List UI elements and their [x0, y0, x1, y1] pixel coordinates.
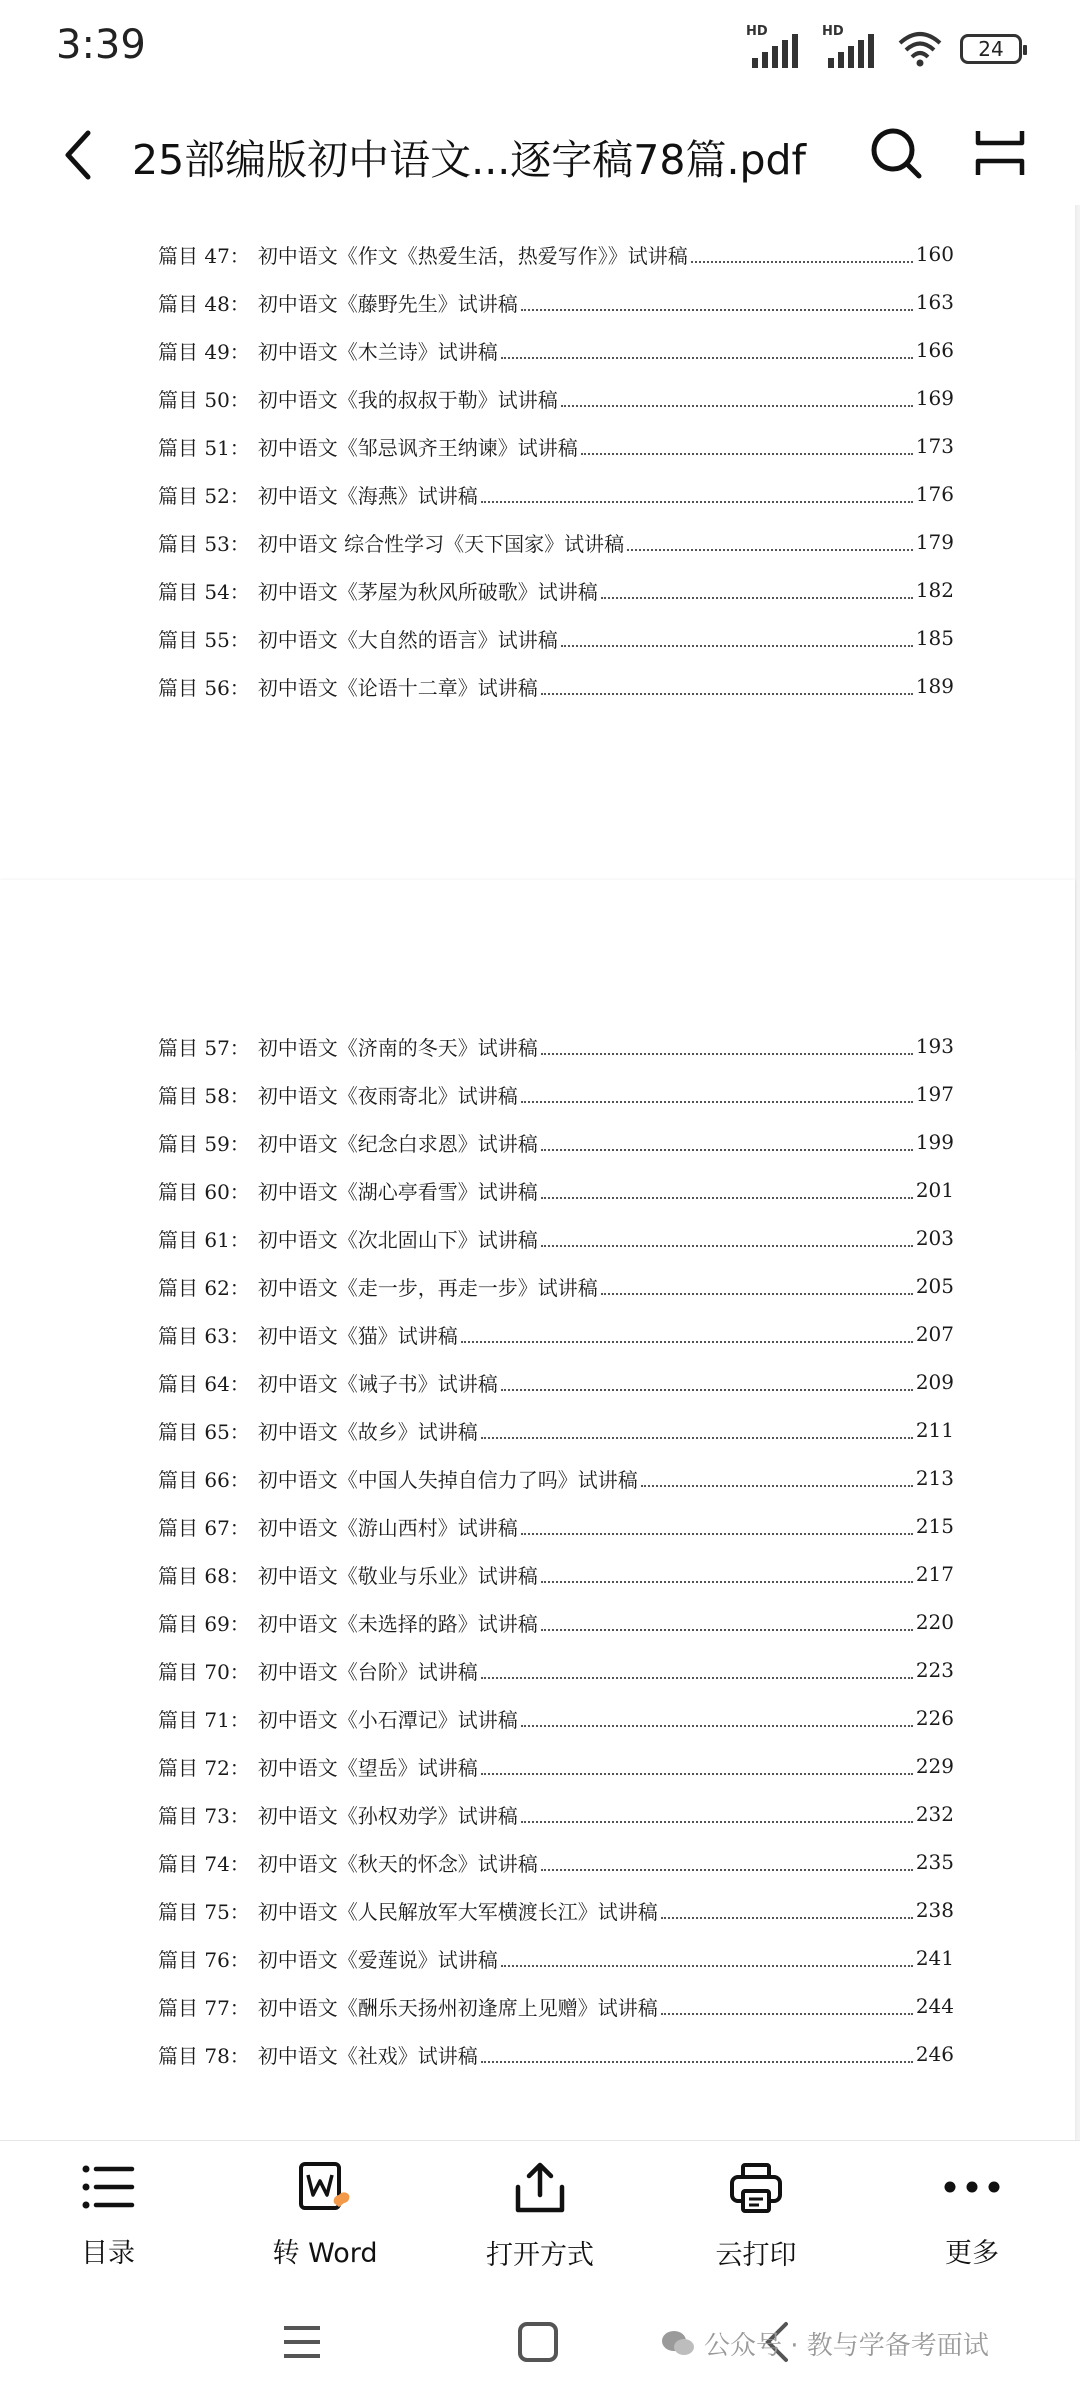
signal-hd-label: HD: [822, 24, 844, 39]
toc-entry-page: 207: [915, 1322, 954, 1346]
toc-entry-page: 173: [915, 434, 954, 458]
toc-entry-title: 初中语文《中国人失掉自信力了吗》试讲稿: [257, 1467, 638, 1492]
toc-entry-page: 246: [915, 2042, 954, 2066]
toc-leader-dots: [641, 1475, 913, 1487]
toc-row[interactable]: [158, 1794, 954, 1834]
toc-row[interactable]: [158, 1170, 954, 1210]
toc-entry-title: 初中语文《游山西村》试讲稿: [257, 1515, 518, 1540]
toc-row[interactable]: [158, 618, 954, 658]
toc-leader-dots: [661, 1907, 913, 1919]
toc-leader-dots: [521, 299, 913, 311]
toc-entry-title: 初中语文《纪念白求恩》试讲稿: [257, 1131, 538, 1156]
printer-icon: [726, 2161, 786, 2215]
toc-entry-number: 篇目 60：: [158, 1179, 250, 1204]
menu-nav-icon[interactable]: [280, 2320, 324, 2364]
toc-entry-page: 201: [915, 1178, 954, 1202]
toc-row[interactable]: [158, 570, 954, 610]
toc-entry-page: 220: [915, 1610, 954, 1634]
title-bar: [0, 105, 1080, 205]
toc-entry-number: 篇目 76：: [158, 1947, 250, 1972]
status-bar: [0, 0, 1080, 105]
toc-row[interactable]: [158, 2034, 954, 2074]
toc-entry-number: 篇目 55：: [158, 627, 250, 652]
toc-entry-page: 189: [915, 674, 954, 698]
toc-leader-dots: [541, 1235, 913, 1247]
toc-leader-dots: [541, 1571, 913, 1583]
toc-row[interactable]: [158, 378, 954, 418]
toc-entry-title: 初中语文《海燕》试讲稿: [257, 483, 478, 508]
watermark: [660, 2325, 989, 2362]
toc-leader-dots: [481, 1667, 913, 1679]
toc-entry-page: 229: [915, 1754, 954, 1778]
toc-entry-page: 213: [915, 1466, 954, 1490]
toc-row[interactable]: [158, 1842, 954, 1882]
open-with-button[interactable]: [460, 2161, 620, 2272]
toc-leader-dots: [541, 683, 913, 695]
toc-entry-page: 226: [915, 1706, 954, 1730]
toc-entry-title: 初中语文 综合性学习《天下国家》试讲稿: [257, 531, 625, 556]
toc-leader-dots: [521, 1523, 913, 1535]
more-button-label: 更多: [945, 2238, 999, 2269]
toc-entry-title: 初中语文《酬乐天扬州初逢席上见赠》试讲稿: [257, 1995, 658, 2020]
toc-entry-page: 169: [915, 386, 954, 410]
toc-entry-page: 241: [915, 1946, 954, 1970]
toc-entry-page: 182: [915, 578, 954, 602]
wechat-icon: [660, 2329, 696, 2359]
toc-entry-title: 初中语文《台阶》试讲稿: [257, 1659, 478, 1684]
signal-icon: [746, 24, 804, 68]
toc-entry-page: 176: [915, 482, 954, 506]
toc-entry-page: 185: [915, 626, 954, 650]
toc-leader-dots: [661, 2003, 913, 2015]
toc-entry-page: 215: [915, 1514, 954, 1538]
toc-leader-dots: [521, 1715, 913, 1727]
toc-entry-title: 初中语文《我的叔叔于勒》试讲稿: [257, 387, 558, 412]
toc-entry-number: 篇目 73：: [158, 1803, 250, 1828]
toc-leader-dots: [561, 635, 913, 647]
toc-row[interactable]: [158, 1122, 954, 1162]
toc-row[interactable]: [158, 1458, 954, 1498]
toc-entry-number: 篇目 62：: [158, 1275, 250, 1300]
toc-entry-page: 211: [915, 1418, 954, 1442]
toc-leader-dots: [541, 1187, 913, 1199]
toc-entry-title: 初中语文《作文《热爱生活，热爱写作》》试讲稿: [257, 243, 688, 268]
toc-entry-number: 篇目 57：: [158, 1035, 250, 1060]
toc-entry-title: 初中语文《敬业与乐业》试讲稿: [257, 1563, 538, 1588]
toc-row[interactable]: [158, 1602, 954, 1642]
toc-row[interactable]: [158, 1698, 954, 1738]
toc-leader-dots: [541, 1619, 913, 1631]
watermark-text: 公众号 · 教与学备考面试: [704, 2331, 989, 2361]
bottom-toolbar: [0, 2140, 1080, 2301]
more-dots-icon: [940, 2161, 1004, 2213]
toc-row[interactable]: [158, 426, 954, 466]
toc-leader-dots: [601, 587, 913, 599]
toc-leader-dots: [501, 347, 913, 359]
toc-row[interactable]: [158, 474, 954, 514]
toc-entry-page: 217: [915, 1562, 954, 1586]
toc-entry-number: 篇目 61：: [158, 1227, 250, 1252]
back-arrow-icon[interactable]: [58, 125, 98, 185]
toc-entry-title: 初中语文《望岳》试讲稿: [257, 1755, 478, 1780]
toc-row[interactable]: [158, 1938, 954, 1978]
toc-row[interactable]: [158, 1746, 954, 1786]
toc-entry-number: 篇目 67：: [158, 1515, 250, 1540]
toc-row[interactable]: [158, 1314, 954, 1354]
toc-entry-number: 篇目 72：: [158, 1755, 250, 1780]
toc-leader-dots: [501, 1955, 913, 1967]
toc-entry-page: 203: [915, 1226, 954, 1250]
toc-entry-title: 初中语文《人民解放军大军横渡长江》试讲稿: [257, 1899, 658, 1924]
toc-entry-title: 初中语文《社戏》试讲稿: [257, 2043, 478, 2068]
toc-leader-dots: [521, 1811, 913, 1823]
toc-entry-number: 篇目 69：: [158, 1611, 250, 1636]
toc-row[interactable]: [158, 1218, 954, 1258]
toc-entry-number: 篇目 70：: [158, 1659, 250, 1684]
toc-entry-title: 初中语文《故乡》试讲稿: [257, 1419, 478, 1444]
toc-leader-dots: [481, 1763, 913, 1775]
fold-mode-icon[interactable]: [972, 123, 1028, 183]
toc-row[interactable]: [158, 1554, 954, 1594]
toc-row[interactable]: [158, 282, 954, 322]
wifi-icon: [898, 31, 942, 67]
toc-entry-number: 篇目 47：: [158, 243, 250, 268]
signal-icon: [822, 24, 880, 68]
toc-entry-page: 209: [915, 1370, 954, 1394]
toc-leader-dots: [541, 1043, 913, 1055]
toc-entry-title: 初中语文《走一步，再走一步》试讲稿: [257, 1275, 598, 1300]
toc-entry-number: 篇目 59：: [158, 1131, 250, 1156]
toc-entry-page: 160: [915, 242, 954, 266]
toc-entry-page: 235: [915, 1850, 954, 1874]
toc-entry-title: 初中语文《济南的冬天》试讲稿: [257, 1035, 538, 1060]
toc-entry-number: 篇目 53：: [158, 531, 250, 556]
toc-row[interactable]: [158, 234, 954, 274]
toc-entry-title: 初中语文《爱莲说》试讲稿: [257, 1947, 498, 1972]
signal-hd-label: HD: [746, 24, 768, 39]
toc-entry-number: 篇目 65：: [158, 1419, 250, 1444]
cloud-print-label: 云打印: [715, 2240, 797, 2271]
toc-leader-dots: [601, 1283, 913, 1295]
toc-leader-dots: [691, 251, 913, 263]
toc-entry-page: 193: [915, 1034, 954, 1058]
toc-row[interactable]: [158, 666, 954, 706]
toc-leader-dots: [481, 1427, 913, 1439]
toc-row[interactable]: [158, 1506, 954, 1546]
toc-entry-title: 初中语文《夜雨寄北》试讲稿: [257, 1083, 518, 1108]
toc-entry-number: 篇目 58：: [158, 1083, 250, 1108]
toc-leader-dots: [627, 539, 913, 551]
toc-entry-number: 篇目 71：: [158, 1707, 250, 1732]
toc-row[interactable]: [158, 1074, 954, 1114]
toc-leader-dots: [501, 1379, 913, 1391]
search-icon[interactable]: [866, 123, 926, 183]
toc-entry-page: 205: [915, 1274, 954, 1298]
toc-entry-page: 166: [915, 338, 954, 362]
toc-entry-page: 244: [915, 1994, 954, 2018]
toc-entry-title: 初中语文《大自然的语言》试讲稿: [257, 627, 558, 652]
toc-entry-title: 初中语文《未选择的路》试讲稿: [257, 1611, 538, 1636]
toc-entry-page: 179: [915, 530, 954, 554]
toc-entry-page: 197: [915, 1082, 954, 1106]
word-convert-icon: [295, 2161, 355, 2213]
toc-entry-number: 篇目 52：: [158, 483, 250, 508]
share-icon: [510, 2161, 570, 2215]
toc-entry-number: 篇目 66：: [158, 1467, 250, 1492]
toc-row[interactable]: [158, 1650, 954, 1690]
toc-entry-page: 232: [915, 1802, 954, 1826]
toc-leader-dots: [561, 395, 913, 407]
toc-entry-number: 篇目 54：: [158, 579, 250, 604]
battery-icon: [960, 34, 1022, 64]
toc-row[interactable]: [158, 1026, 954, 1066]
toc-leader-dots: [521, 1091, 913, 1103]
toc-entry-page: 223: [915, 1658, 954, 1682]
toc-row[interactable]: [158, 1410, 954, 1450]
status-icons: [746, 24, 1022, 68]
toc-row[interactable]: [158, 330, 954, 370]
toc-entry-title: 初中语文《邹忌讽齐王纳谏》试讲稿: [257, 435, 578, 460]
toc-entry-title: 初中语文《孙权劝学》试讲稿: [257, 1803, 518, 1828]
toc-entry-title: 初中语文《藤野先生》试讲稿: [257, 291, 518, 316]
toc-entry-title: 初中语文《茅屋为秋风所破歌》试讲稿: [257, 579, 598, 604]
toc-entry-title: 初中语文《论语十二章》试讲稿: [257, 675, 538, 700]
toc-entry-page: 163: [915, 290, 954, 314]
toc-row[interactable]: [158, 522, 954, 562]
status-time: 3:39: [56, 22, 146, 68]
toc-entry-title: 初中语文《秋天的怀念》试讲稿: [257, 1851, 538, 1876]
toc-entry-number: 篇目 50：: [158, 387, 250, 412]
pdf-page: [0, 880, 1075, 2140]
toc-entry-number: 篇目 63：: [158, 1323, 250, 1348]
toc-row[interactable]: [158, 1266, 954, 1306]
list-icon: [78, 2161, 138, 2213]
toc-entry-title: 初中语文《木兰诗》试讲稿: [257, 339, 498, 364]
document-title: 25部编版初中语文...逐字稿78篇.pdf: [132, 136, 806, 184]
toc-entry-number: 篇目 51：: [158, 435, 250, 460]
cloud-print-button[interactable]: [676, 2161, 836, 2272]
toc-entry-number: 篇目 64：: [158, 1371, 250, 1396]
open-with-label: 打开方式: [486, 2240, 594, 2271]
toc-entry-page: 199: [915, 1130, 954, 1154]
toc-entry-number: 篇目 49：: [158, 339, 250, 364]
toc-leader-dots: [481, 491, 913, 503]
convert-word-button[interactable]: [245, 2161, 405, 2270]
toc-entry-number: 篇目 48：: [158, 291, 250, 316]
toc-entry-title: 初中语文《次北固山下》试讲稿: [257, 1227, 538, 1252]
toc-row[interactable]: [158, 1362, 954, 1402]
toc-leader-dots: [581, 443, 913, 455]
toc-entry-number: 篇目 56：: [158, 675, 250, 700]
pdf-viewer[interactable]: [0, 205, 1080, 2140]
toc-entry-page: 238: [915, 1898, 954, 1922]
toc-button-label: 目录: [81, 2238, 135, 2269]
toc-entry-number: 篇目 77：: [158, 1995, 250, 2020]
toc-entry-number: 篇目 74：: [158, 1851, 250, 1876]
toc-entry-title: 初中语文《猫》试讲稿: [257, 1323, 458, 1348]
toc-entry-title: 初中语文《湖心亭看雪》试讲稿: [257, 1179, 538, 1204]
home-nav-icon[interactable]: [516, 2320, 560, 2364]
battery-level: 24: [978, 37, 1004, 61]
toc-entry-title: 初中语文《诫子书》试讲稿: [257, 1371, 498, 1396]
toc-leader-dots: [541, 1139, 913, 1151]
toc-leader-dots: [481, 2051, 913, 2063]
toc-button[interactable]: [28, 2161, 188, 2270]
toc-leader-dots: [461, 1331, 913, 1343]
convert-word-label: 转 Word: [272, 2238, 378, 2269]
toc-row[interactable]: [158, 1986, 954, 2026]
toc-entry-title: 初中语文《小石潭记》试讲稿: [257, 1707, 518, 1732]
toc-leader-dots: [541, 1859, 913, 1871]
toc-entry-number: 篇目 68：: [158, 1563, 250, 1588]
toc-row[interactable]: [158, 1890, 954, 1930]
more-button[interactable]: [892, 2161, 1052, 2270]
toc-entry-number: 篇目 78：: [158, 2043, 250, 2068]
toc-entry-number: 篇目 75：: [158, 1899, 250, 1924]
